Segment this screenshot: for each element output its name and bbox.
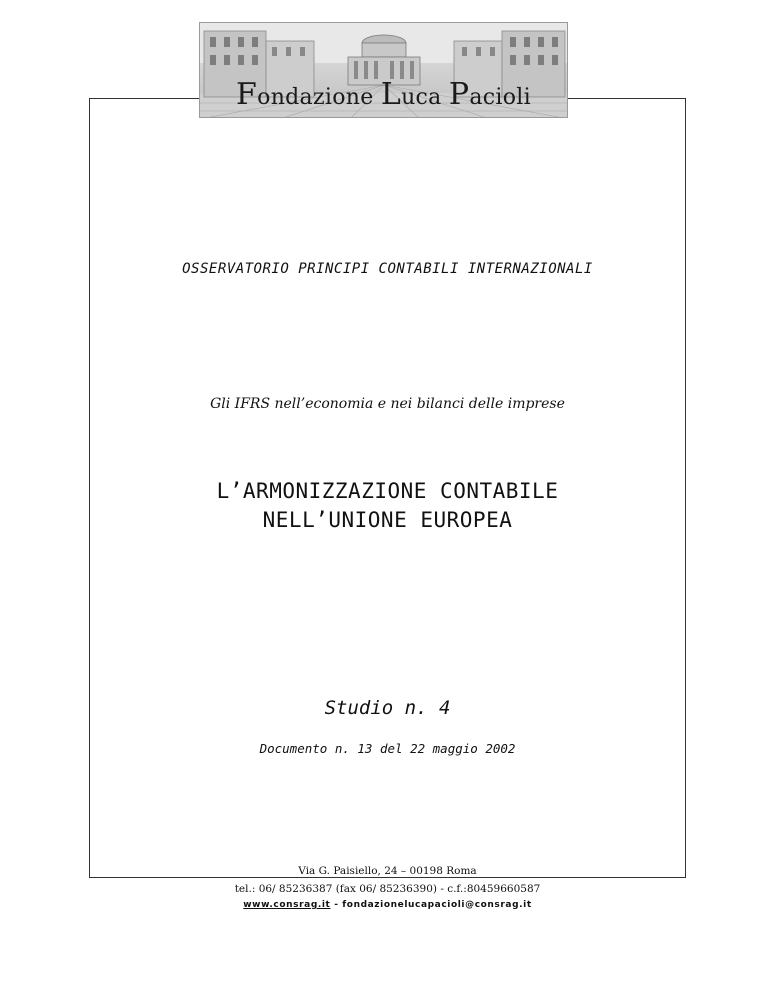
- document-subtitle: Gli IFRS nell’economia e nei bilanci delle imprese: [210, 396, 565, 412]
- link-separator: -: [330, 900, 343, 910]
- document-reference: Documento n. 13 del 22 maggio 2002: [259, 741, 516, 756]
- website-link[interactable]: www.consrag.it: [243, 900, 331, 910]
- contacts: tel.: 06/ 85236387 (fax 06/ 85236390) - c.f.:80459660587: [234, 883, 541, 895]
- study-number: Studio n. 4: [324, 697, 451, 719]
- document-title: [89, 477, 686, 535]
- address: Via G. Paisiello, 24 – 00198 Roma: [298, 865, 477, 877]
- foundation-name: Fondazione Luca Pacioli: [236, 77, 531, 112]
- footer-links: [89, 898, 686, 912]
- foundation-logo: [199, 22, 568, 118]
- footer: [89, 862, 686, 912]
- title-line-2: NELL’UNIONE EUROPEA: [262, 508, 513, 532]
- title-line-1: L’ARMONIZZAZIONE CONTABILE: [216, 479, 559, 503]
- observatory-heading: OSSERVATORIO PRINCIPI CONTABILI INTERNAZIONALI: [182, 261, 593, 277]
- email-address[interactable]: fondazionelucapacioli@consrag.it: [342, 900, 532, 910]
